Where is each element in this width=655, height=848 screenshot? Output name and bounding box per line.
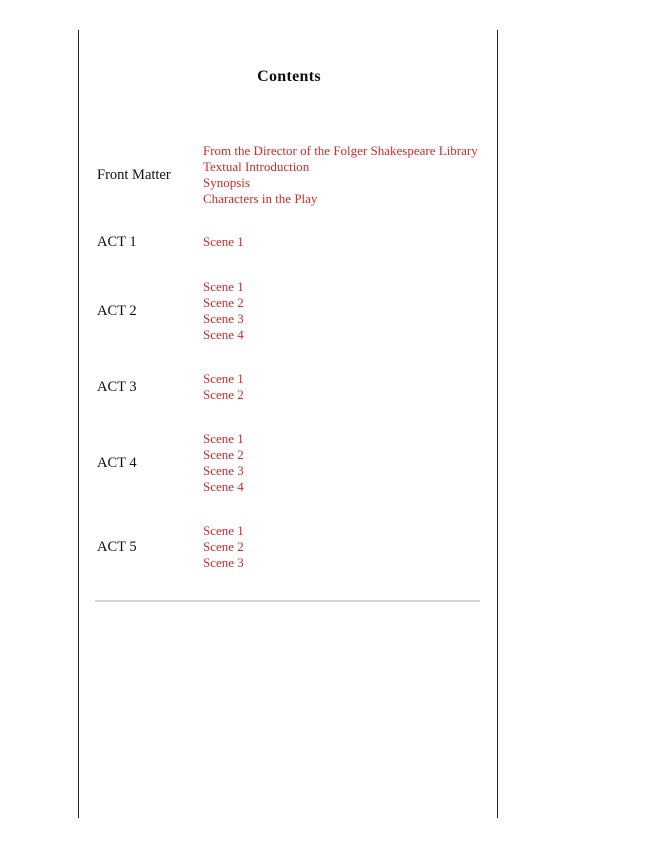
toc-link-act3-scene2[interactable]: Scene 2 [203,387,244,402]
toc-link-act4-scene1[interactable]: Scene 1 [203,431,244,446]
toc-section-act-4 [97,431,481,495]
section-links [203,279,481,343]
toc-section-act-3 [97,371,481,403]
toc-link-act3-scene1[interactable]: Scene 1 [203,371,244,386]
section-links [203,234,481,250]
toc-link-act4-scene2[interactable]: Scene 2 [203,447,244,462]
toc-section-act-2 [97,279,481,343]
toc-link-characters[interactable]: Characters in the Play [203,191,318,206]
toc-link-act2-scene3[interactable]: Scene 3 [203,311,244,326]
section-label: Front Matter [97,167,171,183]
section-links [203,143,481,207]
divider [95,600,480,602]
section-label: ACT 1 [97,234,137,250]
toc-link-act5-scene3[interactable]: Scene 3 [203,555,244,570]
section-links [203,371,481,403]
page-frame [78,30,498,818]
table-of-contents [97,143,481,599]
section-label: ACT 5 [97,539,137,555]
toc-link-synopsis[interactable]: Synopsis [203,175,250,190]
page-title: Contents [257,68,321,85]
toc-link-act4-scene3[interactable]: Scene 3 [203,463,244,478]
toc-link-act2-scene2[interactable]: Scene 2 [203,295,244,310]
section-links [203,523,481,571]
toc-link-act4-scene4[interactable]: Scene 4 [203,479,244,494]
section-links [203,431,481,495]
toc-link-act2-scene1[interactable]: Scene 1 [203,279,244,294]
toc-section-front-matter [97,143,481,207]
toc-link-director[interactable]: From the Director of the Folger Shakespeare Library [203,143,478,158]
section-label: ACT 3 [97,379,137,395]
toc-link-act2-scene4[interactable]: Scene 4 [203,327,244,342]
section-label: ACT 2 [97,303,137,319]
toc-link-act5-scene2[interactable]: Scene 2 [203,539,244,554]
section-label: ACT 4 [97,455,137,471]
toc-link-textual-introduction[interactable]: Textual Introduction [203,159,310,174]
toc-link-act1-scene1[interactable]: Scene 1 [203,234,244,249]
toc-section-act-1 [97,233,481,251]
toc-link-act5-scene1[interactable]: Scene 1 [203,523,244,538]
toc-section-act-5 [97,523,481,571]
